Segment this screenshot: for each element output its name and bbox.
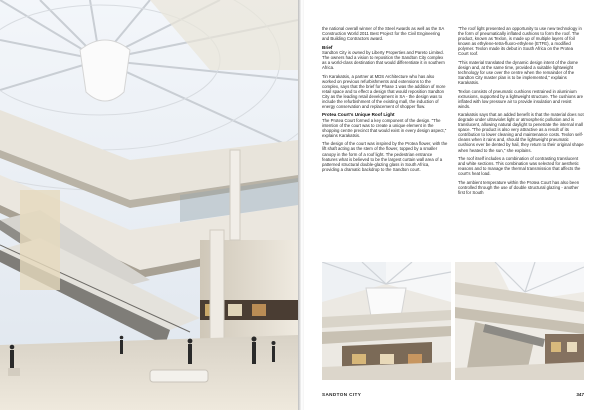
text-column-2: [458, 26, 584, 254]
paragraph: The ambient temperature within the Protea Court has also been controlled through the use of double structural glazing - another first for South: [458, 179, 580, 195]
paragraph: Karakatsis says that an added benefit is that the material does not degrade under ultraviolet light or atmospheric pollution and is translucent, allowing natural daylight to penetrate the internal mall space. "The product is also very attractive as a result of its contribution to lower cleaning and maintenance costs. Texlon self-cleans when it rains and, should the lightweight pneumatic cushions ever be dented by hail, they return to their original shape when heated to the sun," she explains.: [458, 112, 584, 153]
article-body: [322, 26, 584, 254]
paragraph: The design of the court was inspired by the Protea flower, with the lift shaft acting as the stem of the flower, topped by a smaller canopy in the form of a roof light. The pedestrian entrance features what is believed to be the largest curtain wall area of a patterned structural double-glazing glass in South Africa, providing a dramatic backdrop to the Sandton court.: [322, 141, 448, 172]
paragraph: Tin Karakatsis, a partner at MDS Architecture who has also worked on previous refurbishments and extensions to the complex, says that the brief for Phase 1 was the addition of more retail space and to effect a design that would reposition Sandton City as the leading retail development in SA - the design was to include the refurbishment of the existing mall, the induction of energy conservation and replacement of shopper flow.: [322, 73, 446, 109]
paragraph: The roof itself includes a combination of contrasting translucent and white sections. This combination was selected for aesthetic reasons and to manage the thermal transmission that affects the court's heat load.: [458, 156, 581, 177]
text-column-1: [322, 26, 448, 254]
paragraph: Texlon consists of pneumatic cushions restrained in aluminium extrusions, supported by a lightweight structure. The cushions are inflated with low pressure air to provide insulation and resist winds.: [458, 88, 584, 109]
atrium-thumbnail-right: [455, 262, 584, 380]
photo-row: [322, 262, 584, 380]
running-footer-section: SANDTON CITY: [322, 392, 362, 397]
paragraph: Sandton City is owned by Liberty Properties and Pareto Limited. The owners had a vision to reposition the Sandton City complex as a world-class destination that would differentiate it in southern Africa.: [322, 49, 445, 71]
paragraph: "This material translated the dynamic design intent of the dome design and, at the same time, provided a suitable lightweight technology for use over the centre when the remainder of the Sandton City master plan is to be implemented," explains Karakatsis.: [458, 59, 578, 85]
paragraph: "The roof light presented an opportunity to use new technology in the form of pneumatically inflated cushions to form the roof. The product, known as Texlon, is made up of multiple layers of foil known as ethylene-tetra-fluoro-ethylene (ETFE), a modified polymer. Texlon made its debut in South Africa on the Protea Court roof.: [458, 26, 582, 57]
paragraph: the national overall winner of the Steel Awards as well as the SA Construction World 2011 Best Project for the Civil Engineering and Building Contractors award.: [322, 26, 444, 42]
atrium-thumbnail-left: [322, 262, 451, 380]
paragraph: The Protea Court formed a key component of the design. "The intention of the court was to create a unique element in the shopping centre precinct that would exist in every design aspect," explains Karakatsis.: [322, 117, 447, 138]
article-page: [304, 0, 600, 410]
section-heading-brief: Brief: [322, 44, 333, 50]
atrium-photo: [0, 0, 298, 410]
page-number: 347: [576, 392, 584, 397]
atrium-photo-illustration: [0, 0, 298, 410]
section-heading-roof-light: Protea Court's Unique Roof Light: [322, 112, 395, 118]
